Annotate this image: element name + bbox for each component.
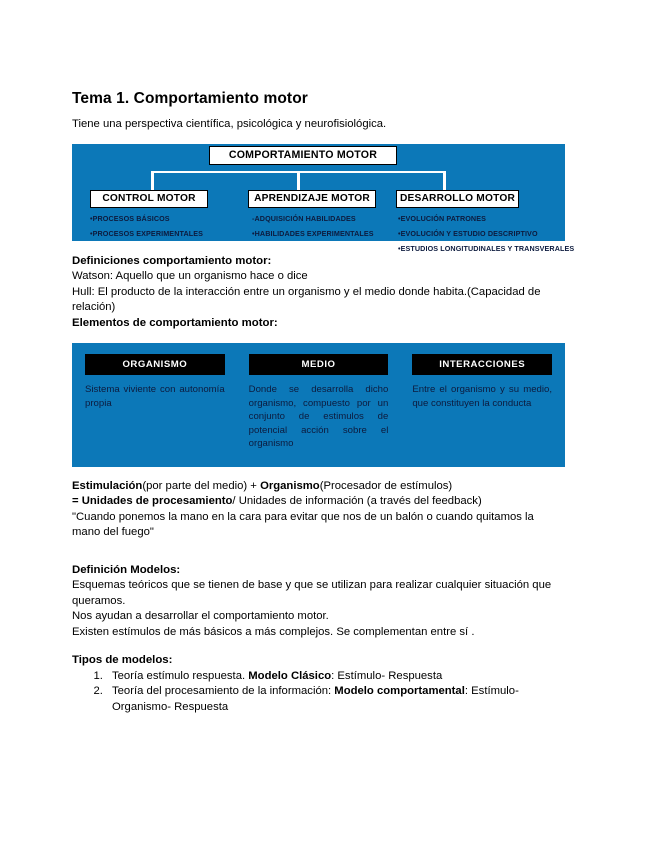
card-title: MEDIO (249, 354, 389, 375)
list-item-model-name: Modelo Clásico (248, 669, 332, 682)
stimulation-formula-line (72, 479, 565, 495)
elements-heading: Elementos de comportamiento motor: (72, 316, 278, 329)
list-item (106, 684, 565, 715)
card-body-text: Entre el organismo y su medio, que constituyen la conducta (412, 384, 553, 409)
definition-hull: Hull: El producto de la interacción entre un organismo y el medio donde habita.(Capacidad de relación) (72, 285, 541, 313)
stimulation-quote: "Cuando ponemos la mano en la cara para evitar que nos de un balón o cuando quitamos la mano del fuego" (72, 510, 534, 539)
tree-column-control-motor (72, 190, 242, 253)
stimulation-term-organismo: Organismo (260, 479, 320, 492)
leaf-item: •ESTUDIOS LONGITUDINALES Y TRANSVERALES (398, 243, 575, 253)
list-item-suffix: : Estímulo- Respuesta (331, 669, 443, 682)
stimulation-qualifier-unidades-informacion: / Unidades de información (a través del feedback) (232, 495, 482, 508)
elementos-cards-diagram (72, 343, 565, 467)
definitions-heading: Definiciones comportamiento motor: (72, 254, 272, 267)
card-organismo (85, 354, 225, 451)
tree-column-aprendizaje-motor (242, 190, 394, 253)
connector-drop-center (297, 171, 300, 191)
list-item-model-name: Modelo comportamental (334, 685, 465, 698)
intro-paragraph: Tiene una perspectiva científica, psicológica y neurofisiológica. (72, 118, 387, 130)
equals-sign: = (72, 495, 82, 508)
list-item-prefix: Teoría del procesamiento de la información: (112, 685, 335, 698)
comportamiento-motor-tree-diagram (72, 144, 575, 253)
leaf-item: •EVOLUCIÓN PATRONES (398, 213, 487, 223)
card-body-text: Donde se desarrolla dicho organismo, compuesto por un conjunto de estimulos de potencial acción sobre el organismo (248, 384, 389, 450)
modelos-line-3: Existen estímulos de más básicos a más complejos. Se complementan entre sí . (72, 625, 475, 638)
leaf-item: -ADQUISICIÓN HABILIDADES (252, 213, 356, 223)
tree-column-desarrollo-motor (394, 190, 575, 253)
document-content (72, 90, 575, 715)
stimulation-term-unidades-procesamiento: Unidades de procesamiento (81, 495, 233, 508)
list-item-prefix: Teoría estímulo respuesta. (112, 669, 249, 682)
card-title: ORGANISMO (85, 354, 225, 375)
leaf-item: •EVOLUCIÓN Y ESTUDIO DESCRIPTIVO (398, 228, 538, 238)
modelos-line-2: Nos ayudan a desarrollar el comportamiento motor. (72, 610, 329, 623)
card-body-text: Sistema viviente con autonomía propia (85, 384, 225, 409)
card-interacciones (412, 354, 552, 451)
leaf-item: •PROCESOS EXPERIMENTALES (90, 228, 204, 238)
node-title-aprendizaje-motor: APRENDIZAJE MOTOR (248, 190, 376, 208)
card-medio (249, 354, 389, 451)
leaf-item: •PROCESOS BÁSICOS (90, 213, 170, 223)
list-item (106, 669, 565, 685)
connector-drop-left (151, 171, 154, 191)
stimulation-result-line (72, 494, 565, 510)
tipos-modelos-heading: Tipos de modelos: (72, 654, 173, 667)
page-title: Tema 1. Comportamiento motor (72, 90, 308, 107)
leaf-item: •HABILIDADES EXPERIMENTALES (252, 228, 374, 238)
node-title-desarrollo-motor: DESARROLLO MOTOR (396, 190, 519, 208)
definition-watson: Watson: Aquello que un organismo hace o dice (72, 270, 308, 282)
connector-drop-right (443, 171, 446, 191)
stimulation-qualifier-procesador: (Procesador de estímulos) (319, 479, 453, 492)
tipos-modelos-list (72, 669, 565, 716)
stimulation-term-estimulacion: Estimulación (72, 479, 143, 492)
list-item-suffix: : Estímulo- Organismo- Respuesta (112, 685, 519, 713)
modelos-line-1: Esquemas teóricos que se tienen de base y que se utilizan para realizar cualquier situación que queramos. (72, 579, 552, 607)
tree-columns (72, 190, 575, 253)
node-title-control-motor: CONTROL MOTOR (90, 190, 208, 208)
tree-connector-lines (151, 171, 446, 191)
stimulation-qualifier-medio: (por parte del medio) + (142, 479, 261, 492)
tree-root-node: COMPORTAMIENTO MOTOR (209, 146, 397, 165)
card-title: INTERACCIONES (412, 354, 552, 375)
modelos-heading: Definición Modelos: (72, 563, 181, 576)
